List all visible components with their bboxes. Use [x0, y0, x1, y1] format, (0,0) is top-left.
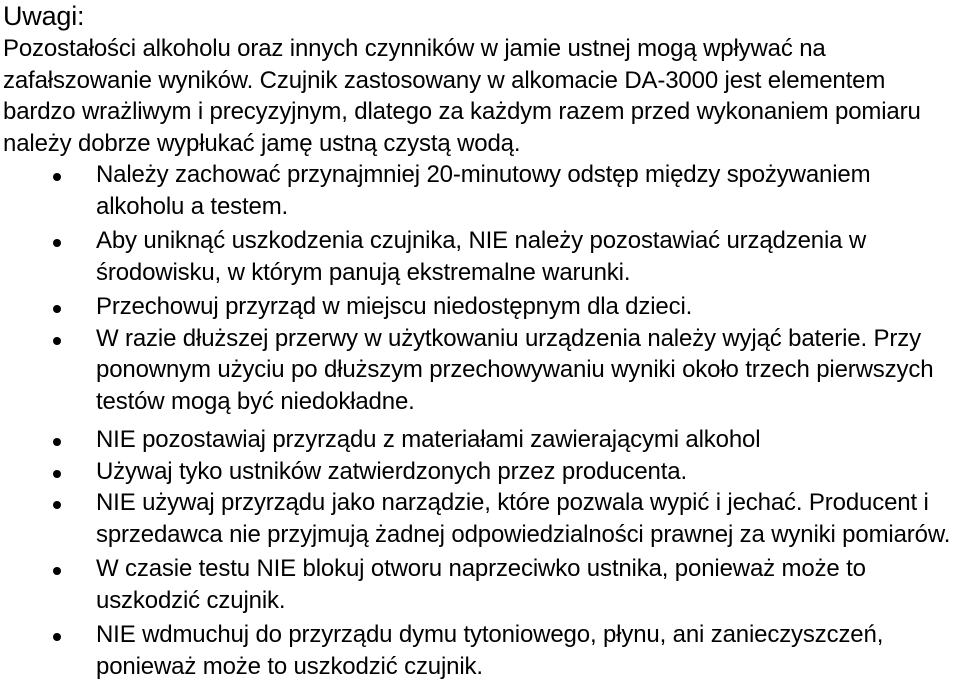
list-item-text: NIE pozostawiaj przyrządu z materiałami zawierającymi alkohol — [96, 426, 761, 453]
list-item — [0, 225, 960, 288]
list-item-text: W razie dłuższej przerwy w użytkowaniu urządzenia należy wyjąć baterie. Przy ponownym użyciu po dłuższym przechowywaniu wyniki około trzech pierwszych testów mogą być niedokładne. — [96, 324, 934, 415]
list-item-text: NIE wdmuchuj do przyrządu dymu tytoniowego, płynu, ani zanieczyszczeń, ponieważ może to uszkodzić czujnik. — [96, 621, 884, 680]
bullet-icon — [53, 337, 61, 345]
list-item — [0, 159, 960, 222]
list-item — [0, 323, 960, 418]
bullet-icon — [53, 173, 61, 181]
list-item-text: Aby uniknąć uszkodzenia czujnika, NIE należy pozostawiać urządzenia w środowisku, w którym panują ekstremalne warunki. — [96, 227, 867, 286]
list-item — [0, 487, 960, 550]
bullet-icon — [53, 470, 61, 478]
list-item — [0, 553, 960, 616]
list-item — [0, 424, 960, 456]
list-item-text: NIE używaj przyrządu jako narządzie, które pozwala wypić i jechać. Producent i sprzedawca nie przyjmują żadnej odpowiedzialności prawnej za wyniki pomiarów. — [96, 489, 951, 548]
warnings-heading: Uwagi: — [3, 1, 85, 31]
list-item-text: Używaj tyko ustników zatwierdzonych przez producenta. — [96, 457, 687, 485]
list-item-text: W czasie testu NIE blokuj otworu naprzeciwko ustnika, ponieważ może to uszkodzić czujnik. — [96, 555, 866, 614]
bullet-icon — [53, 567, 61, 575]
bullet-icon — [53, 438, 61, 446]
list-item — [0, 619, 960, 682]
list-item-text: Należy zachować przynajmniej 20-minutowy odstęp między spożywaniem alkoholu a testem. — [96, 161, 871, 220]
list-item-text: Przechowuj przyrząd w miejscu niedostępnym dla dzieci. — [96, 293, 693, 320]
bullet-icon — [53, 633, 61, 641]
intro-paragraph: Pozostałości alkoholu oraz innych czynników w jamie ustnej mogą wpływać na zafałszowanie wyników. Czujnik zastosowany w alkomacie DA-3000 jest elementem bardzo wrażliwym i precyzyjnym, dlatego za każdym razem przed wykonaniem pomiaru należy dobrze wypłukać jamę ustną czystą wodą. — [3, 35, 921, 157]
bullet-icon — [53, 239, 61, 247]
bullet-icon — [53, 501, 61, 509]
warnings-list — [0, 159, 960, 682]
bullet-icon — [53, 305, 61, 313]
list-item — [0, 291, 960, 323]
list-item — [0, 456, 960, 488]
